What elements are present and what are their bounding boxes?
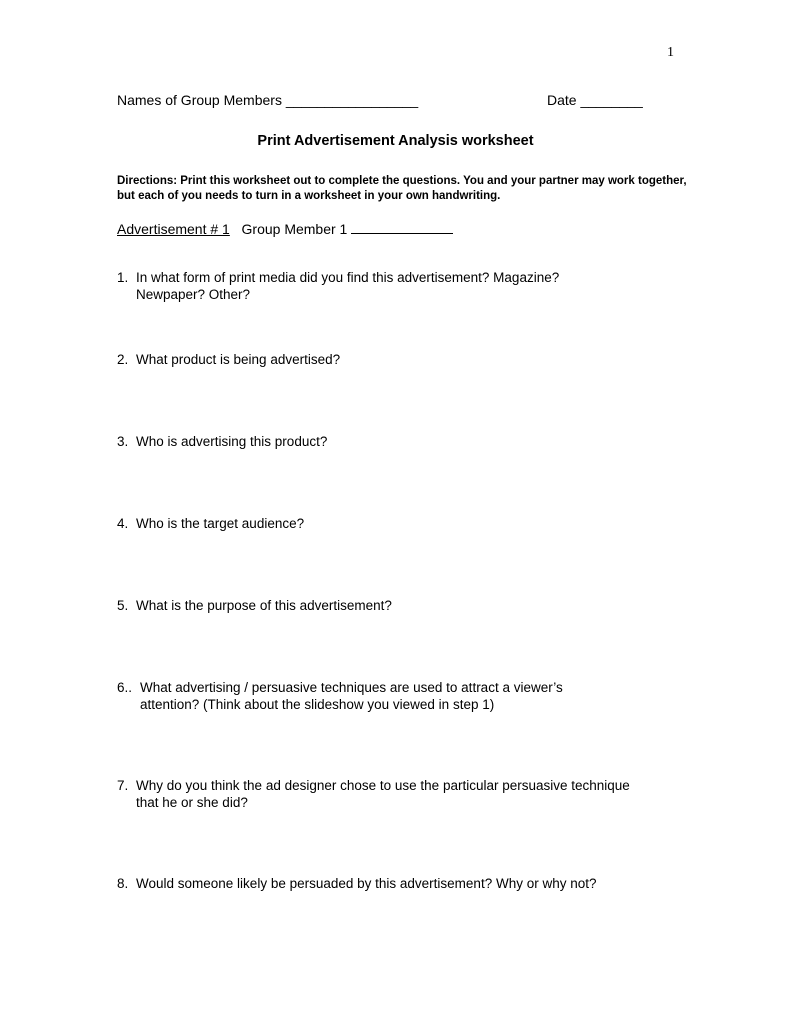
question-text-continued: Newpaper? Other? [136,287,251,302]
question-text: What advertising / persuasive techniques are used to attract a viewer’s [140,680,563,695]
question-text: Who is advertising this product? [136,434,328,449]
group-member-label: Group Member 1 [241,221,348,237]
question-text: Would someone likely be persuaded by this advertisement? Why or why not? [136,876,597,891]
group-member-blank [351,223,453,234]
directions-text: Directions: Print this worksheet out to complete the questions. You and your partner may work together, but each of you needs to turn in a worksheet in your own handwriting. [117,175,687,202]
question-3 [117,433,327,450]
question-text-continued: that he or she did? [136,795,248,810]
advertisement-line [117,221,453,237]
question-number: 1. [117,270,129,285]
question-2 [117,351,340,368]
advertisement-number-label: Advertisement # 1 [117,221,230,237]
question-8 [117,875,597,892]
question-text-continued: attention? (Think about the slideshow you viewed in step 1) [140,697,495,712]
question-text: What product is being advertised? [136,352,341,367]
group-members-label: Names of Group Members _________________ [117,92,419,108]
question-number: 5. [117,598,129,613]
worksheet-title: Print Advertisement Analysis worksheet [257,133,534,149]
question-text: What is the purpose of this advertisement? [136,598,392,613]
question-number: 6.. [117,680,133,695]
question-5 [117,597,392,614]
question-number: 7. [117,778,129,793]
question-number: 8. [117,876,129,891]
date-label: Date ________ [547,92,643,108]
question-number: 2. [117,352,129,367]
page-number: 1 [667,45,674,60]
question-1 [117,269,559,303]
question-6 [117,679,563,713]
question-number: 4. [117,516,129,531]
question-4 [117,515,304,532]
question-text: Why do you think the ad designer chose to use the particular persuasive technique [136,778,630,793]
question-text: In what form of print media did you find this advertisement? Magazine? [136,270,560,285]
question-number: 3. [117,434,129,449]
question-text: Who is the target audience? [136,516,305,531]
question-7 [117,777,630,811]
